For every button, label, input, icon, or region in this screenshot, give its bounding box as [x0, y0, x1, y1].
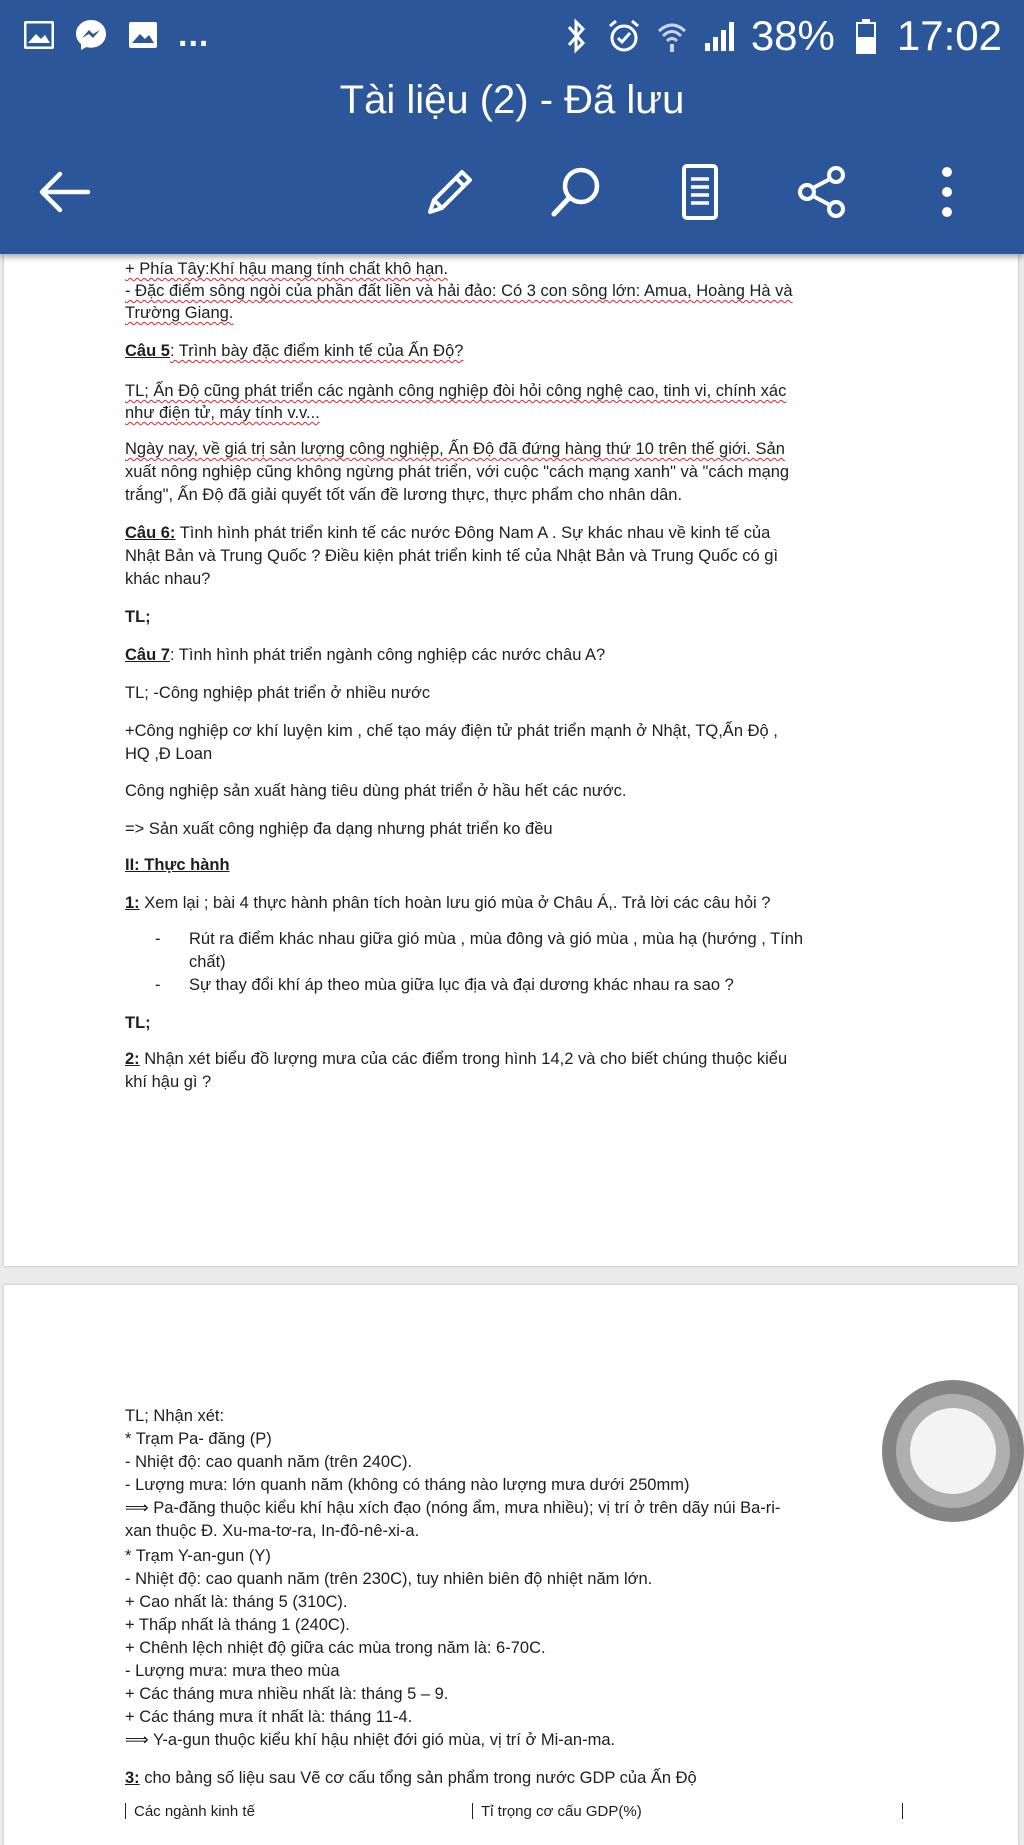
table-header-cell: Tỉ trọng cơ cấu GDP(%) — [472, 1803, 642, 1819]
text-line: + Các tháng mưa nhiều nhất là: tháng 5 – 9. — [125, 1685, 449, 1703]
assistive-button-core — [910, 1408, 996, 1494]
text-line: + Các tháng mưa ít nhất là: tháng 11-4. — [125, 1708, 413, 1726]
question-5: Câu 5: Trình bày đặc điểm kinh tế của Ấn Độ? — [125, 342, 464, 360]
edit-pencil-icon[interactable] — [418, 160, 482, 224]
question-6-line: Nhật Bản và Trung Quốc ? Điều kiện phát triển kinh tế của Nhật Bản và Trung Quốc có gì — [125, 547, 779, 565]
text-line: - Lượng mưa: mưa theo mùa — [125, 1662, 340, 1680]
text-line: * Trạm Y-an-gun (Y) — [125, 1547, 271, 1565]
more-vert-icon[interactable] — [915, 160, 979, 224]
exercise-1-bullet-text: chất) — [189, 953, 226, 971]
text-line: - Nhiệt độ: cao quanh năm (trên 230C), tuy nhiên biên độ nhiệt năm lớn. — [125, 1570, 653, 1588]
text-line: Trường Giang. — [125, 304, 234, 322]
toolbar — [0, 150, 1024, 230]
exercise-2: 2: Nhận xét biểu đồ lượng mưa của các điểm trong hình 14,2 và cho biết chúng thuộc kiểu — [125, 1050, 788, 1068]
status-bar — [0, 0, 1024, 76]
answer-placeholder: TL; — [125, 1014, 151, 1032]
q7-answer-line: => Sản xuất công nghiệp đa dạng nhưng phát triển ko đều — [125, 820, 553, 838]
exercise-3: 3: cho bảng số liệu sau Vẽ cơ cấu tổng sản phẩm trong nước GDP của Ấn Độ — [125, 1769, 697, 1787]
gdp-table-header — [125, 1803, 906, 1819]
document-title: Tài liệu (2) - Đã lưu — [339, 78, 685, 122]
q5-paragraph-line: trắng", Ấn Độ đã giải quyết tốt vấn đề lương thực, thực phẩm cho nhân dân. — [125, 486, 683, 504]
text-line: ⟹ Y-a-gun thuộc kiểu khí hậu nhiệt đới gió mùa, vị trí ở Mi-an-ma. — [125, 1731, 616, 1749]
text-line: - Nhiệt độ: cao quanh năm (trên 240C). — [125, 1453, 413, 1471]
text-line: TL; Nhận xét: — [125, 1407, 225, 1425]
gallery-icon — [22, 18, 56, 52]
wifi-icon — [655, 19, 689, 53]
text-line: + Chênh lệch nhiệt độ giữa các mùa trong năm là: 6-70C. — [125, 1639, 546, 1657]
q7-answer-line: HQ ,Đ Loan — [125, 745, 213, 763]
text-line: + Phía Tây:Khí hậu mang tính chất khô hạn. — [125, 260, 449, 278]
battery-icon — [849, 19, 883, 53]
table-border — [902, 1803, 903, 1819]
question-6: Câu 6: Tình hình phát triển kinh tế các nước Đông Nam A . Sự khác nhau về kinh tế của — [125, 524, 771, 542]
text-line: ⟹ Pa-đăng thuộc kiểu khí hậu xích đạo (nóng ẩm, mưa nhiều); vị trí ở trên dãy núi Ba-ri- — [125, 1499, 781, 1517]
mobile-view-icon[interactable] — [668, 160, 732, 224]
exercise-2-line: khí hậu gì ? — [125, 1073, 212, 1091]
section-heading-practice: II: Thực hành — [125, 856, 230, 874]
clock: 17:02 — [896, 12, 1002, 59]
question-6-line: khác nhau? — [125, 570, 211, 588]
exercise-1: 1: Xem lại ; bài 4 thực hành phân tích hoàn lưu gió mùa ở Châu Á,. Trả lời các câu hỏi ? — [125, 894, 771, 912]
signal-icon — [703, 19, 737, 53]
q7-answer-line: Công nghiệp sản xuất hàng tiêu dùng phát triển ở hầu hết các nước. — [125, 782, 627, 800]
text-line: + Cao nhất là: tháng 5 (310C). — [125, 1593, 348, 1611]
more-notifications-indicator: ... — [178, 16, 210, 54]
share-icon[interactable] — [790, 160, 854, 224]
q5-paragraph-line: xuất nông nghiệp cũng không ngừng phát triển, với cuộc "cách mạng xanh" và "cách mạng — [125, 463, 790, 481]
q7-answer-line: TL; -Công nghiệp phát triển ở nhiều nước — [125, 684, 431, 702]
app-bar — [0, 0, 1024, 254]
messenger-icon — [74, 18, 108, 52]
exercise-1-bullet-text: Sự thay đổi khí áp theo mùa giữa lục địa và đại dương khác nhau ra sao ? — [189, 976, 734, 994]
q5-answer-line: như điện tử, máy tính v.v... — [125, 404, 320, 422]
battery-percentage: 38% — [750, 12, 835, 59]
q5-paragraph-line: Ngày nay, về giá trị sản lượng công nghiệp, Ấn Độ đã đứng hàng thứ 10 trên thế giới. Sản — [125, 440, 785, 458]
exercise-1-bullet: - — [155, 976, 161, 994]
alarm-icon — [607, 19, 641, 53]
text-line: - Lượng mưa: lớn quanh năm (không có tháng nào lượng mưa dưới 250mm) — [125, 1476, 690, 1494]
question-7: Câu 7: Tình hình phát triển ngành công nghiệp các nước châu A? — [125, 646, 606, 664]
text-line: * Trạm Pa- đăng (P) — [125, 1430, 272, 1448]
document-page-2 — [4, 1285, 1018, 1845]
q5-answer-line: TL; Ấn Độ cũng phát triển các ngành công nghiệp đòi hỏi công nghệ cao, tinh vi, chính xác — [125, 382, 787, 400]
text-line: - Đặc điểm sông ngòi của phần đất liền và hải đảo: Có 3 con sông lớn: Amua, Hoàng Hà và — [125, 282, 793, 300]
text-line: xan thuộc Đ. Xu-ma-tơ-ra, In-đô-nê-xi-a. — [125, 1522, 420, 1540]
text-line: + Thấp nhất là tháng 1 (240C). — [125, 1616, 350, 1634]
back-arrow-icon[interactable] — [32, 160, 96, 224]
q7-answer-line: +Công nghiệp cơ khí luyện kim , chế tạo máy điện tử phát triển mạnh ở Nhật, TQ,Ấn Độ , — [125, 722, 778, 740]
image-icon — [126, 18, 160, 52]
floating-assistive-button[interactable] — [882, 1380, 1024, 1522]
search-icon[interactable] — [544, 160, 608, 224]
table-header-cell: Các ngành kinh tế — [134, 1803, 255, 1819]
exercise-1-bullet-text: Rút ra điểm khác nhau giữa gió mùa , mùa đông và gió mùa , mùa hạ (hướng , Tính — [189, 930, 804, 948]
exercise-1-bullet: - — [155, 930, 161, 948]
answer-placeholder: TL; — [125, 608, 151, 626]
bluetooth-icon — [559, 19, 593, 53]
